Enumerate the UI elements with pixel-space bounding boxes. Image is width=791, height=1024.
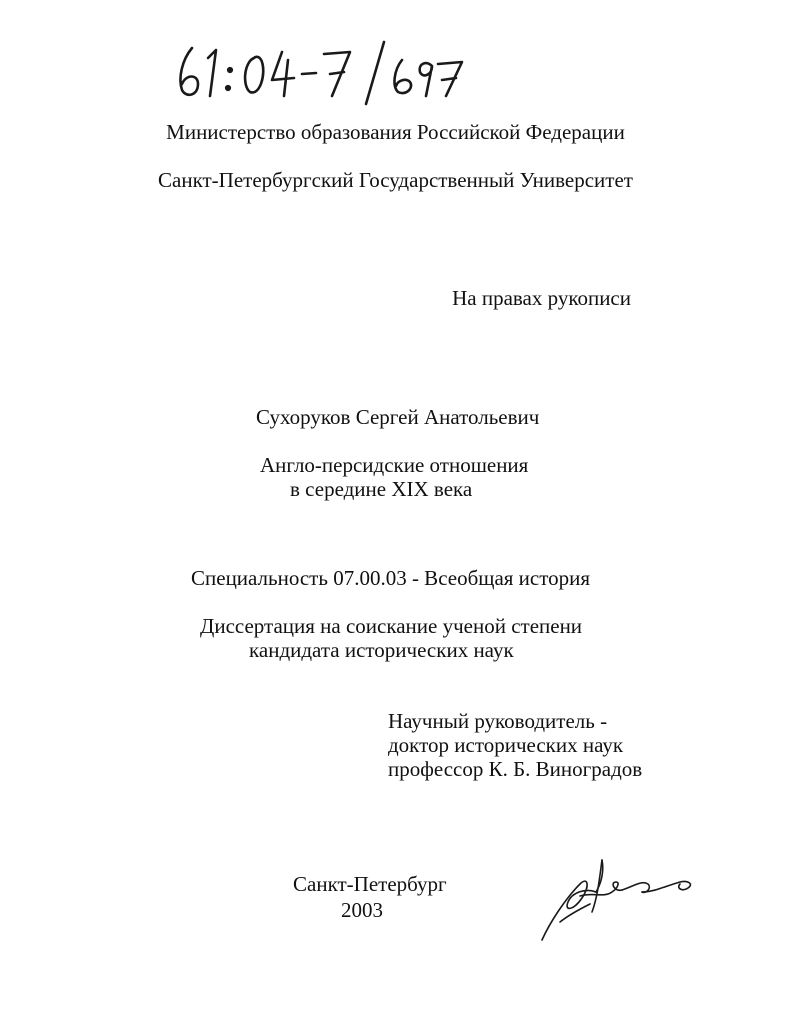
year-line: 2003	[341, 898, 383, 922]
city-line: Санкт-Петербург	[293, 872, 447, 896]
degree-line-2: кандидата исторических наук	[249, 638, 514, 662]
supervisor-line-1: Научный руководитель -	[388, 709, 608, 733]
degree-line-1: Диссертация на соискание ученой степени	[200, 614, 583, 638]
handwritten-archive-number-icon	[170, 38, 470, 108]
ministry-heading: Министерство образования Российской Федерации	[166, 120, 625, 144]
dissertation-title-line-1: Англо-персидские отношения	[260, 453, 529, 477]
manuscript-rights-note: На правах рукописи	[452, 286, 631, 310]
university-heading: Санкт-Петербургский Государственный Университет	[158, 168, 633, 192]
handwritten-signature-icon	[530, 852, 700, 947]
supervisor-line-3: профессор К. Б. Виноградов	[388, 757, 643, 781]
dissertation-title-line-2: в середине XIX века	[290, 477, 473, 501]
supervisor-line-2: доктор исторических наук	[388, 733, 624, 757]
author-name: Сухоруков Сергей Анатольевич	[256, 405, 540, 429]
specialty-line: Специальность 07.00.03 - Всеобщая история	[191, 566, 591, 590]
